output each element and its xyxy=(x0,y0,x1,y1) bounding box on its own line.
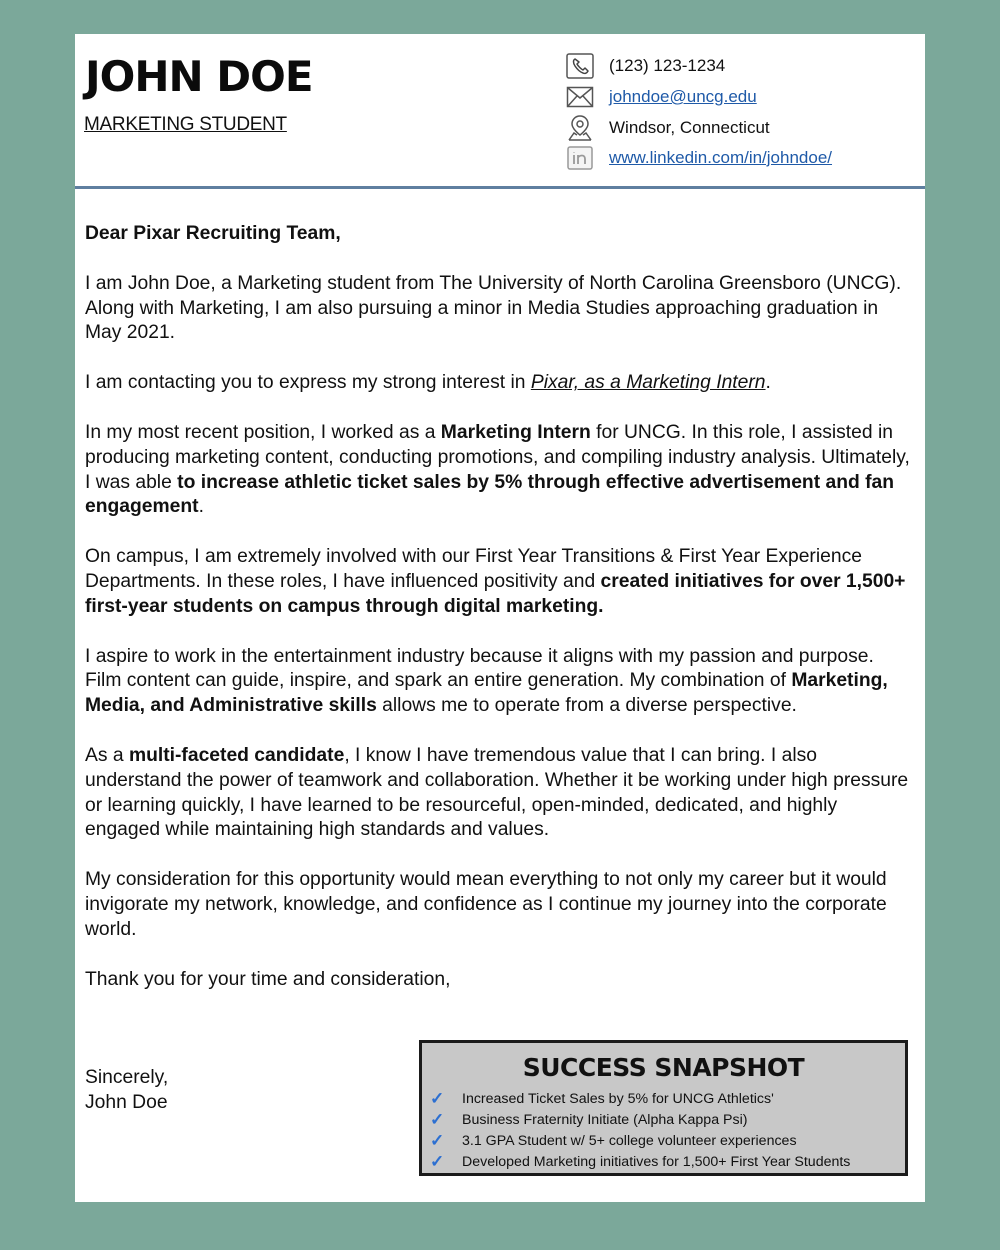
checkmark-icon: ✓ xyxy=(430,1088,445,1108)
list-item: ✓ Developed Marketing initiatives for 1,500+ First Year Students xyxy=(430,1151,851,1171)
signature: John Doe xyxy=(85,1091,168,1113)
linkedin-icon xyxy=(565,144,595,172)
header-divider xyxy=(75,186,925,189)
applicant-name: JOHN DOE xyxy=(85,52,313,101)
paragraph-aspiration: I aspire to work in the entertainment industry because it aligns with my passion and purpose. Film content can guide, inspire, and spark an entire generation. My combination of Marketing, Media, and Administrative skills allows me to operate from a diverse perspective. xyxy=(85,645,888,717)
contact-location-row xyxy=(565,113,770,143)
envelope-icon xyxy=(565,83,595,111)
checkmark-icon: ✓ xyxy=(430,1151,445,1171)
letter-body xyxy=(85,222,915,1017)
cover-letter-page xyxy=(75,34,925,1202)
list-item: ✓ Increased Ticket Sales by 5% for UNCG Athletics' xyxy=(430,1088,774,1108)
checkmark-icon: ✓ xyxy=(430,1109,445,1129)
list-item: ✓ Business Fraternity Initiate (Alpha Kappa Psi) xyxy=(430,1109,748,1129)
paragraph-experience: In my most recent position, I worked as a Marketing Intern for UNCG. In this role, I assisted in producing marketing content, conducting promotions, and compiling industry analysis. Ultimately, I was able to increase athletic ticket sales by 5% through effective advertisement and fan engagement. xyxy=(85,421,910,518)
paragraph-campus: On campus, I am extremely involved with our First Year Transitions & First Year Experience Departments. In these roles, I have influenced positivity and created initiatives for over 1,500+ first-year students on campus through digital marketing. xyxy=(85,546,906,617)
paragraph-consideration: My consideration for this opportunity would mean everything to not only my career but it would invigorate my network, knowledge, and confidence as I continue my journey into the corporate world. xyxy=(85,869,887,940)
list-item: ✓ 3.1 GPA Student w/ 5+ college volunteer experiences xyxy=(430,1130,797,1150)
linkedin-link[interactable]: www.linkedin.com/in/johndoe/ xyxy=(609,148,833,167)
greeting: Dear Pixar Recruiting Team, xyxy=(85,223,341,244)
phone-number: (123) 123-1234 xyxy=(609,56,726,75)
paragraph-candidate: As a multi-faceted candidate, I know I have tremendous value that I can bring. I also understand the power of teamwork and collaboration. Whether it be working under high pressure or learning quickly, I have learned to be resourceful, open-minded, dedicated, and highly engaged while maintaining high standards and values. xyxy=(85,744,909,841)
paragraph-thanks: Thank you for your time and consideration, xyxy=(85,968,451,990)
position-link[interactable]: Pixar, as a Marketing Intern xyxy=(530,372,766,394)
closing: Sincerely, xyxy=(85,1067,169,1088)
phone-icon xyxy=(565,52,595,80)
snapshot-title: SUCCESS SNAPSHOT xyxy=(522,1053,805,1082)
checkmark-icon: ✓ xyxy=(430,1130,445,1150)
signoff xyxy=(85,1066,168,1116)
success-snapshot-box xyxy=(419,1040,908,1176)
applicant-title: MARKETING STUDENT xyxy=(84,114,287,135)
paragraph-intro: I am John Doe, a Marketing student from The University of North Carolina Greensboro (UNCG). Along with Marketing, I am also pursuing a minor in Media Studies approaching graduation in May 2021. xyxy=(85,272,902,344)
snapshot-list xyxy=(422,1088,905,1172)
paragraph-interest: I am contacting you to express my strong interest in Pixar, as a Marketing Intern. xyxy=(85,372,771,394)
contact-linkedin-row xyxy=(565,143,832,173)
email-link[interactable]: johndoe@uncg.edu xyxy=(609,87,757,106)
contact-phone-row xyxy=(565,51,725,81)
location-text: Windsor, Connecticut xyxy=(609,118,770,137)
location-pin-icon xyxy=(565,114,595,142)
contact-email-row xyxy=(565,82,757,112)
